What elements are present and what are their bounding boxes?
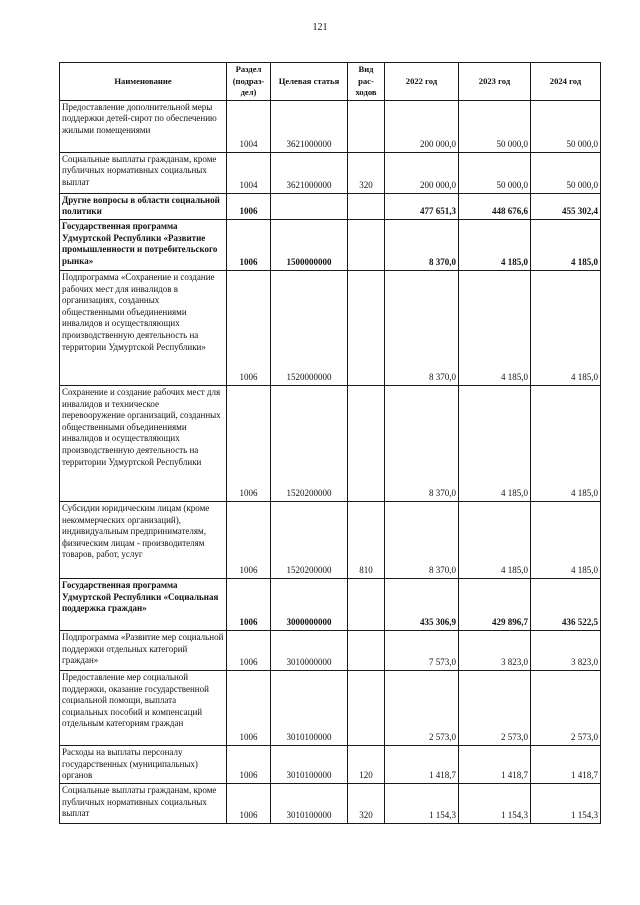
row-target: 1520200000 [271,501,348,578]
row-2024: 455 302,4 [531,193,601,219]
row-section: 1006 [227,783,271,823]
row-target: 3621000000 [271,100,348,152]
row-2022: 1 418,7 [385,745,459,783]
row-target: 1520000000 [271,270,348,385]
row-target: 3010100000 [271,670,348,745]
row-type [348,578,385,630]
row-name: Государственная программа Удмуртской Республики «Социальная поддержка граждан» [60,578,227,630]
row-section: 1006 [227,630,271,670]
row-2023: 429 896,7 [459,578,531,630]
header-2023: 2023 год [459,63,531,101]
row-2023: 1 418,7 [459,745,531,783]
table-row [60,578,601,630]
row-2024: 436 522,5 [531,578,601,630]
row-name: Предоставление мер социальной поддержки, оказание государственной социальной помощи, выплата социальных пособий и компенсаций отдельным категориям граждан [60,670,227,745]
row-section: 1006 [227,385,271,501]
row-name: Расходы на выплаты персоналу государственных (муниципальных) органов [60,745,227,783]
row-2022: 8 370,0 [385,501,459,578]
row-2023: 3 823,0 [459,630,531,670]
row-section: 1006 [227,578,271,630]
row-2022: 435 306,9 [385,578,459,630]
header-2024: 2024 год [531,63,601,101]
row-2024: 4 185,0 [531,501,601,578]
row-type [348,100,385,152]
row-name: Подпрограмма «Сохранение и создание рабочих мест для инвалидов в организациях, созданных общественными объединениями инвалидов и осуществляющих производственную деятельность на территории Удмуртской Республики» [60,270,227,385]
row-section: 1006 [227,745,271,783]
table-row [60,193,601,219]
page-number: 121 [312,22,328,33]
row-section: 1006 [227,193,271,219]
row-2024: 4 185,0 [531,270,601,385]
header-section: Раздел (подраз-дел) [227,63,271,101]
table-row [60,100,601,152]
row-2024: 4 185,0 [531,219,601,270]
row-2022: 200 000,0 [385,100,459,152]
row-target: 3010100000 [271,783,348,823]
row-section: 1006 [227,501,271,578]
header-type: Вид рас-ходов [348,63,385,101]
table-header-row [60,63,601,101]
row-target: 1500000000 [271,219,348,270]
row-2024: 1 154,3 [531,783,601,823]
row-2023: 4 185,0 [459,270,531,385]
header-target: Целевая статья [271,63,348,101]
row-section: 1006 [227,270,271,385]
row-2022: 1 154,3 [385,783,459,823]
row-type: 320 [348,152,385,193]
row-2022: 8 370,0 [385,219,459,270]
row-2024: 2 573,0 [531,670,601,745]
row-name: Государственная программа Удмуртской Республики «Развитие промышленности и потребительского рынка» [60,219,227,270]
row-2024: 50 000,0 [531,100,601,152]
row-target: 3621000000 [271,152,348,193]
row-type [348,270,385,385]
row-type [348,219,385,270]
row-type [348,630,385,670]
table-row [60,745,601,783]
row-name: Подпрограмма «Развитие мер социальной поддержки отдельных категорий граждан» [60,630,227,670]
row-type: 120 [348,745,385,783]
table-row [60,385,601,501]
row-2022: 8 370,0 [385,270,459,385]
row-name: Социальные выплаты гражданам, кроме публичных нормативных социальных выплат [60,152,227,193]
row-section: 1004 [227,152,271,193]
row-2023: 4 185,0 [459,219,531,270]
table-row [60,152,601,193]
budget-table [59,62,601,824]
row-type [348,670,385,745]
row-2022: 7 573,0 [385,630,459,670]
row-name: Социальные выплаты гражданам, кроме публичных нормативных социальных выплат [60,783,227,823]
row-2023: 50 000,0 [459,152,531,193]
row-section: 1006 [227,219,271,270]
row-2024: 1 418,7 [531,745,601,783]
row-target: 3010100000 [271,745,348,783]
table-row [60,219,601,270]
row-type [348,193,385,219]
table-row [60,783,601,823]
table-row [60,501,601,578]
row-name: Другие вопросы в области социальной политики [60,193,227,219]
row-target: 1520200000 [271,385,348,501]
row-2024: 4 185,0 [531,385,601,501]
row-target [271,193,348,219]
row-target: 3000000000 [271,578,348,630]
row-type [348,385,385,501]
row-2023: 4 185,0 [459,385,531,501]
row-2023: 4 185,0 [459,501,531,578]
row-2024: 3 823,0 [531,630,601,670]
row-2022: 477 651,3 [385,193,459,219]
row-type: 320 [348,783,385,823]
row-type: 810 [348,501,385,578]
row-name: Предоставление дополнительной меры поддержки детей-сирот по обеспечению жилыми помещениями [60,100,227,152]
row-2022: 8 370,0 [385,385,459,501]
row-2023: 50 000,0 [459,100,531,152]
row-2023: 1 154,3 [459,783,531,823]
row-2024: 50 000,0 [531,152,601,193]
row-name: Сохранение и создание рабочих мест для инвалидов и техническое перевооружение организаций, созданных общественными объединениями инвалидов и осуществляющих производственную деятельность на территории Удмуртской Республики [60,385,227,501]
header-2022: 2022 год [385,63,459,101]
table-row [60,270,601,385]
row-2023: 2 573,0 [459,670,531,745]
row-target: 3010000000 [271,630,348,670]
table-row [60,630,601,670]
table-row [60,670,601,745]
row-2022: 200 000,0 [385,152,459,193]
row-2022: 2 573,0 [385,670,459,745]
row-name: Субсидии юридическим лицам (кроме некоммерческих организаций), индивидуальным предпринимателям, физическим лицам - производителям товаров, работ, услуг [60,501,227,578]
row-2023: 448 676,6 [459,193,531,219]
row-section: 1004 [227,100,271,152]
row-section: 1006 [227,670,271,745]
header-name: Наименование [60,63,227,101]
